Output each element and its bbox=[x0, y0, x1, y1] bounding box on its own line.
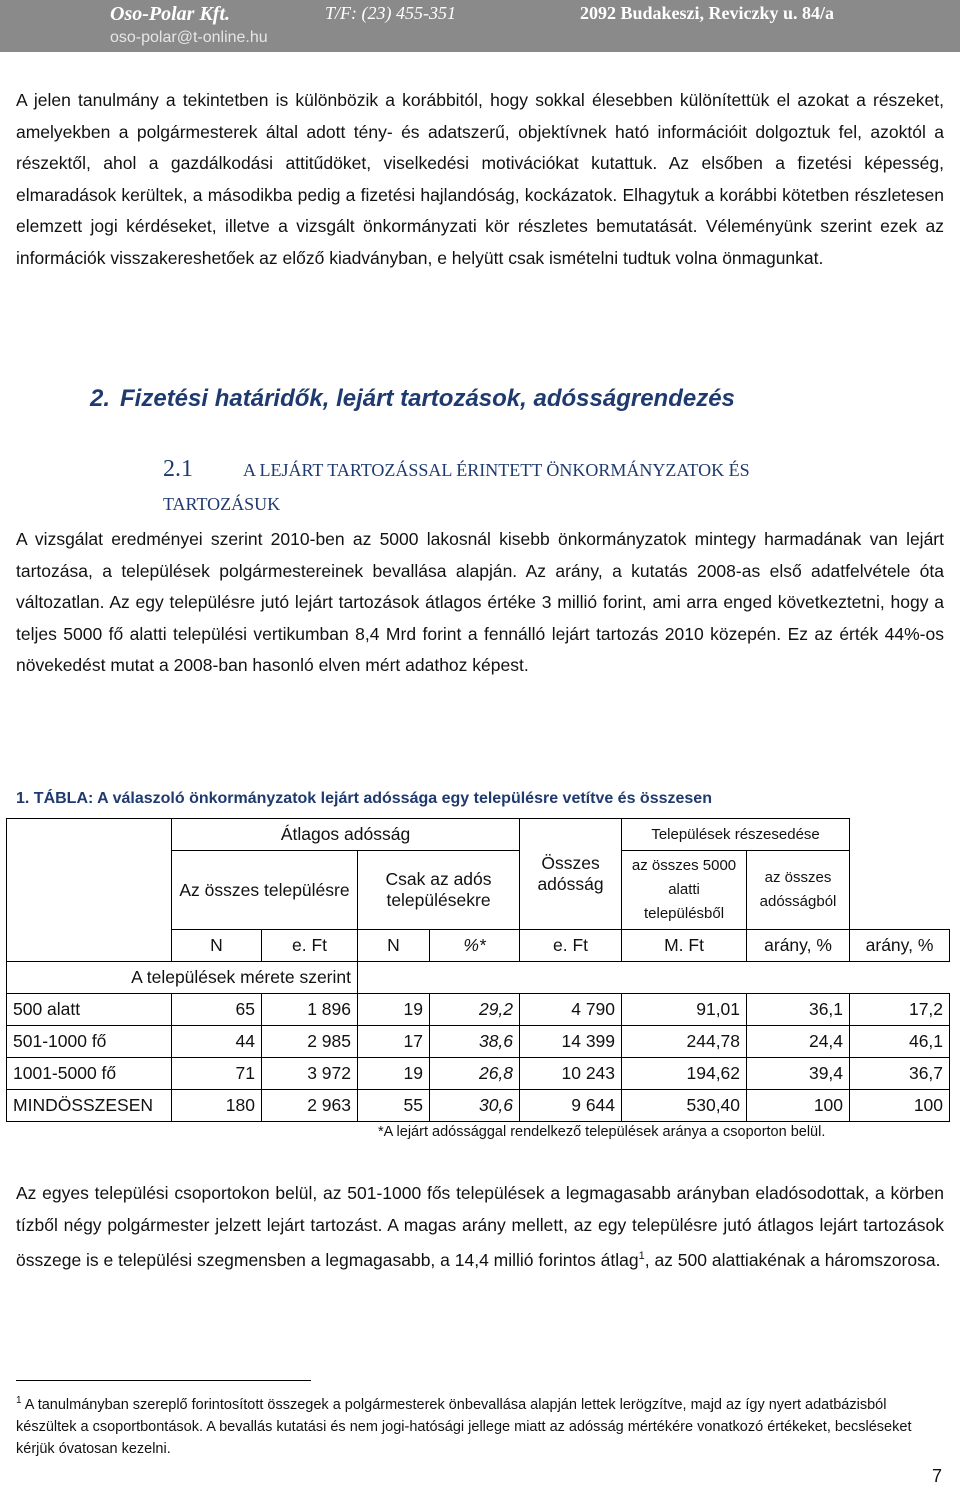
section-heading bbox=[90, 385, 735, 413]
table-cell: 17 bbox=[358, 1026, 430, 1058]
table-cell: 100 bbox=[747, 1090, 850, 1122]
table-cell: 38,6 bbox=[430, 1026, 520, 1058]
table-cell: 9 644 bbox=[520, 1090, 622, 1122]
footnote-divider bbox=[16, 1380, 311, 1381]
table-cell: 36,1 bbox=[747, 994, 850, 1026]
company-name: Oso-Polar Kft. bbox=[110, 3, 230, 25]
table-cell: 29,2 bbox=[430, 994, 520, 1026]
table-cell: 1 896 bbox=[262, 994, 358, 1026]
subsection-number: 2.1 bbox=[163, 456, 193, 482]
row-label: 501-1000 fő bbox=[7, 1026, 172, 1058]
subsection-heading bbox=[163, 452, 750, 521]
section-title: Fizetési határidők, lejárt tartozások, adósságrendezés bbox=[120, 385, 735, 412]
header-share-all: az összes 5000 alatti településből bbox=[622, 851, 747, 930]
header-all-settlements: Az összes településre bbox=[172, 851, 358, 930]
closing-text: Az egyes települési csoportokon belül, az 501-1000 fős települések a legmagasabb arányban eladósodottak, a körben tízből négy polgármester jelzett lejárt tartozást. A magas arány mellett, az egy településre jutó átlagos lejárt tartozások összege is e települési szegmensben a legmagasabb, a 14,4 millió forintos átlag bbox=[16, 1183, 944, 1270]
table-cell: 180 bbox=[172, 1090, 262, 1122]
table-cell: 244,78 bbox=[622, 1026, 747, 1058]
page-number: 7 bbox=[931, 1466, 942, 1486]
table-cell: 19 bbox=[358, 994, 430, 1026]
unit-cell: arány, % bbox=[747, 930, 850, 962]
group-label: A települések mérete szerint bbox=[7, 962, 358, 994]
table-cell: 17,2 bbox=[850, 994, 950, 1026]
table-cell: 26,8 bbox=[430, 1058, 520, 1090]
debt-table bbox=[6, 818, 950, 1122]
table-note: *A lejárt adóssággal rendelkező települések aránya a csoporton belül. bbox=[378, 1124, 826, 1140]
table-cell: 71 bbox=[172, 1058, 262, 1090]
table-caption: 1. TÁBLA: A válaszoló önkormányzatok lejárt adóssága egy településre vetítve és összesen bbox=[16, 790, 712, 807]
table-cell: 36,7 bbox=[850, 1058, 950, 1090]
header-debtor-settlements: Csak az adós településekre bbox=[358, 851, 520, 930]
table-cell: 4 790 bbox=[520, 994, 622, 1026]
subsection-title-line1: A LEJÁRT TARTOZÁSSAL ÉRINTETT ÖNKORMÁNYZATOK ÉS bbox=[243, 460, 750, 480]
unit-cell: N bbox=[358, 930, 430, 962]
row-label: 1001-5000 fő bbox=[7, 1058, 172, 1090]
table-cell: 100 bbox=[850, 1090, 950, 1122]
unit-cell: M. Ft bbox=[622, 930, 747, 962]
company-email: oso-polar@t-online.hu bbox=[110, 29, 268, 46]
unit-cell: N bbox=[172, 930, 262, 962]
table-row bbox=[7, 1058, 950, 1090]
table-cell: 2 963 bbox=[262, 1090, 358, 1122]
group-empty-cell bbox=[358, 962, 950, 994]
table-cell: 2 985 bbox=[262, 1026, 358, 1058]
row-label: MINDÖSSZESEN bbox=[7, 1090, 172, 1122]
table-cell: 3 972 bbox=[262, 1058, 358, 1090]
table-row bbox=[7, 1026, 950, 1058]
table-cell: 530,40 bbox=[622, 1090, 747, 1122]
table-total-row bbox=[7, 1090, 950, 1122]
table-cell: 24,4 bbox=[747, 1026, 850, 1058]
header-share-debt: az összes adósságból bbox=[747, 851, 850, 930]
header-total-debt: Összes adósság bbox=[520, 819, 622, 930]
footnote-reference: 1 bbox=[638, 1250, 645, 1262]
section-paragraph: A vizsgálat eredményei szerint 2010-ben az 5000 lakosnál kisebb önkormányzatok mintegy harmadának van lejárt tartozása, a települések polgármestereinek bevallása alapján. Az arány, a kutatás 2008-as első adatfelvétele óta változatlan. Az egy településre jutó lejárt tartozások átlagos értéke 3 millió forint, ami arra enged következtetni, hogy a teljes 5000 fő alatti települési vertikumban 8,4 Mrd forint a fennálló lejárt tartozás 2010 közepén. Ez az érték 44%-os növekedést mutat a 2008-ban hasonló elven mért adathoz képest. bbox=[16, 529, 944, 675]
row-label: 500 alatt bbox=[7, 994, 172, 1026]
table-row bbox=[7, 994, 950, 1026]
table-cell: 44 bbox=[172, 1026, 262, 1058]
table-cell: 55 bbox=[358, 1090, 430, 1122]
table-cell: 194,62 bbox=[622, 1058, 747, 1090]
table-cell: 91,01 bbox=[622, 994, 747, 1026]
intro-paragraph: A jelen tanulmány a tekintetben is különbözik a korábbitól, hogy sokkal élesebben különítettük el azokat a részeket, amelyekben a polgármesterek által adott tény- és adatszerű, objektívnek ható információit dolgoztuk fel, azoktól a részektől, ahol a gazdálkodási attitűdöket, viselkedési motivációkat kutattuk. Az elsőben a fizetési képesség, elmaradások kerültek, a másodikba pedig a fizetési hajlandóság, kockázatok. Elhagytuk a korábbi kötetben részletesen elemzett jogi kérdéseket, illetve a vizsgált önkormányzati kör részletes bemutatását. Véleményünk szerint ezek az információk visszakereshetőek az előző kiadványban, e helyütt csak ismételni tudtuk volna önmagunkat. bbox=[16, 90, 944, 268]
table-cell: 14 399 bbox=[520, 1026, 622, 1058]
unit-cell: e. Ft bbox=[520, 930, 622, 962]
footnote-mark: 1 bbox=[16, 1395, 22, 1406]
header-avg-debt: Átlagos adósság bbox=[172, 819, 520, 851]
table-group-row bbox=[7, 962, 950, 994]
closing-paragraph bbox=[16, 1178, 944, 1276]
unit-cell: arány, % bbox=[850, 930, 950, 962]
table-cell: 39,4 bbox=[747, 1058, 850, 1090]
table-cell: 46,1 bbox=[850, 1026, 950, 1058]
table-cell: 10 243 bbox=[520, 1058, 622, 1090]
page-header bbox=[0, 0, 960, 52]
unit-cell: e. Ft bbox=[262, 930, 358, 962]
table-cell: 30,6 bbox=[430, 1090, 520, 1122]
company-phone: T/F: (23) 455-351 bbox=[325, 3, 456, 23]
subsection-title-line2: TARTOZÁSUK bbox=[163, 494, 281, 514]
unit-cell: %* bbox=[430, 930, 520, 962]
company-address: 2092 Budakeszi, Reviczky u. 84/a bbox=[580, 3, 835, 23]
table-cell: 19 bbox=[358, 1058, 430, 1090]
footnote-text: A tanulmányban szereplő forintosított összegek a polgármesterek önbevallása alapján lettek lerögzítve, majd az így nyert adatbázisból készültek a csoportbontások. A bevallás kutatási és nem jogi-hatósági jellege miatt az adósság mértékére vonatkozó értékeket, becsléseket kérjük óvatosan kezelni. bbox=[16, 1396, 912, 1457]
table-corner-cell bbox=[7, 819, 172, 962]
closing-tail: , az 500 alattiakénak a háromszorosa. bbox=[644, 1249, 941, 1270]
footnote bbox=[16, 1390, 936, 1460]
header-share: Települések részesedése bbox=[622, 819, 850, 851]
table-header-row bbox=[7, 819, 950, 851]
section-number: 2. bbox=[90, 385, 111, 412]
table-cell: 65 bbox=[172, 994, 262, 1026]
